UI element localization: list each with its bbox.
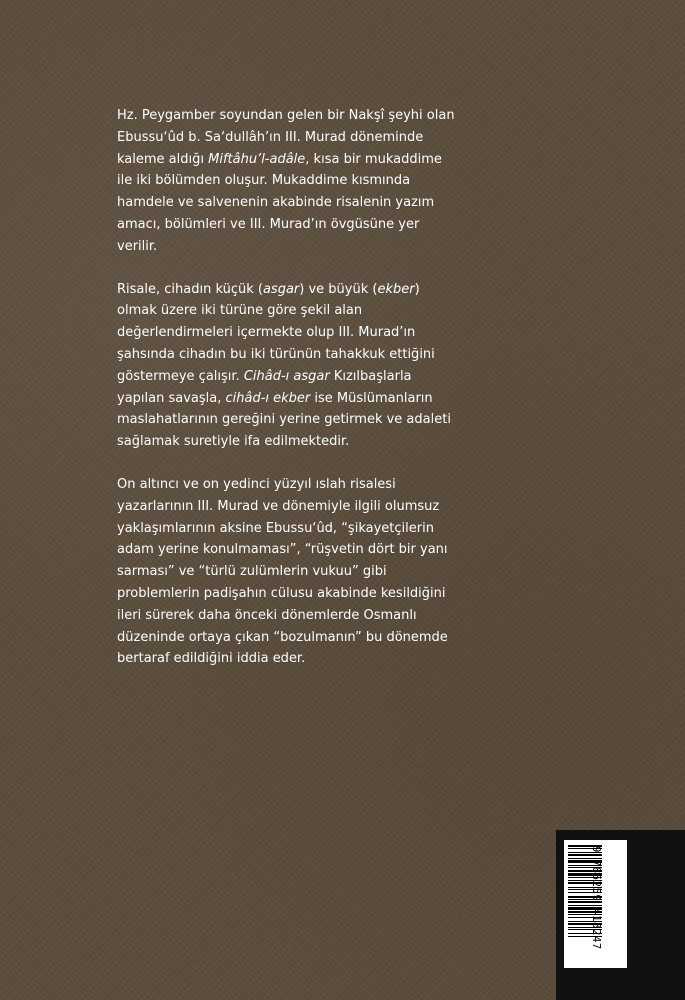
text-run: ) ve büyük ( [299, 281, 378, 297]
italic-term: asgar [262, 281, 300, 297]
blurb-paragraph-2 [117, 279, 457, 453]
text-run: Kızılbaşlarla yapılan savaşla, [117, 368, 412, 406]
text-run: ) olmak üzere iki türüne göre şekil alan değerlendirmeleri içermekte olup III. Murad’ın şahsında cihadın bu iki türünün tahakkuk ettiğini göstermeye çalışır. [117, 281, 435, 384]
text-run: Risale, cihadın küçük ( [117, 281, 263, 297]
italic-title: Miftâhu’l-adâle [208, 151, 306, 167]
italic-term: ekber [377, 281, 415, 297]
text-run: Hz. Peygamber soyundan gelen bir Nakşî şeyhi olan Ebussu‘ûd b. Sa‘dullâh’ın III. Murad döneminde kaleme aldığı [117, 108, 455, 167]
isbn-barcode [564, 840, 627, 968]
italic-term: cihâd-ı ekber [225, 390, 311, 406]
text-run: ise Müslümanların maslahatlarının gereğini yerine getirmek ve adaleti sağlamak suretiyle ifa edilmektedir. [117, 390, 451, 450]
blurb-paragraph-3: On altıncı ve on yedinci yüzyıl ıslah risalesi yazarlarının III. Murad ve dönemiyle ilgili olumsuz yaklaşımlarının aksine Ebussu‘ûd, “şikayetçilerin adam yerine konulmaması”, “rüşvetin dört bir yanı sarması” ve “türlü zulümlerin vukuu” gibi problemlerin padişahın cülusu akabinde kesildiğini ileri sürerek daha önceki dönemlerde Osmanlı düzeninde ortaya çıkan “bozulmanın” bu dönemde bertaraf edildiğini iddia eder. [117, 476, 448, 667]
isbn-number: 9 786259 418247 [590, 846, 602, 950]
italic-term: Cihâd-ı asgar [243, 368, 330, 384]
blurb-text [117, 105, 457, 691]
blurb-paragraph-1 [117, 105, 457, 258]
text-run: , kısa bir mukaddime ile iki bölümden oluşur. Mukaddime kısmında hamdele ve salvenenin akabinde risalenin yazım amacı, bölümleri ve III. Murad’ın övgüsüne yer verilir. [117, 151, 442, 254]
